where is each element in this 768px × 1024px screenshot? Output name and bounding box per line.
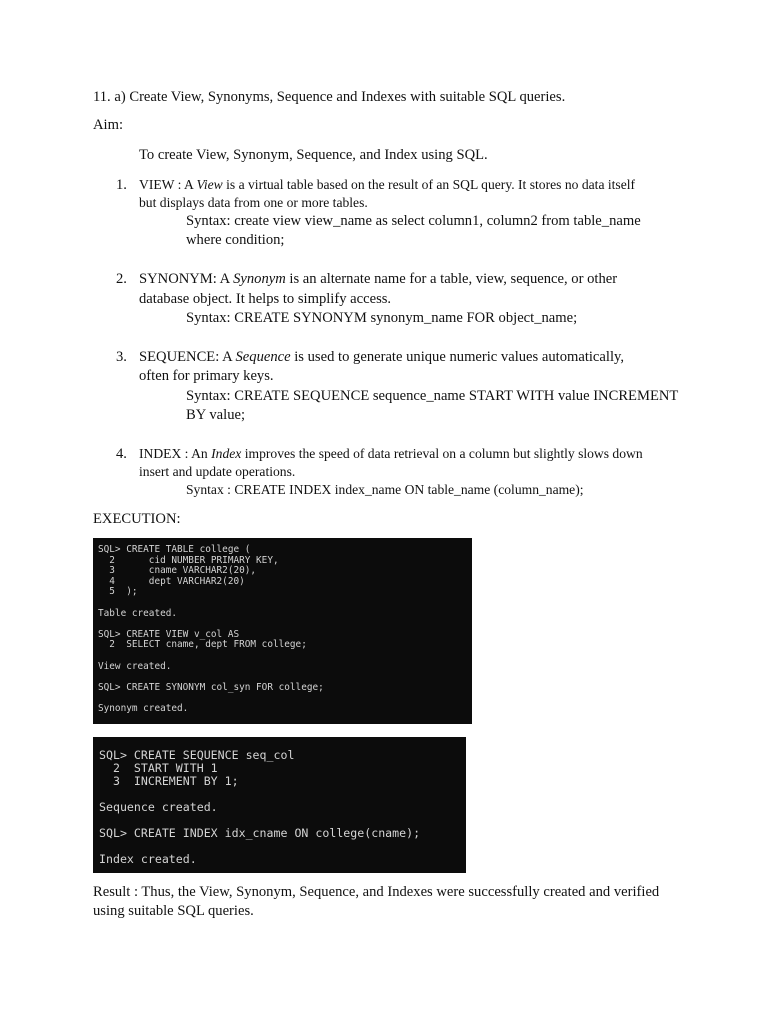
syntax-line: BY value; <box>186 407 246 423</box>
item-description-cont: often for primary keys. <box>139 368 274 384</box>
aim-text: To create View, Synonym, Sequence, and Index using SQL. <box>139 147 488 163</box>
item-description-cont: but displays data from one or more tables. <box>139 195 368 210</box>
item-number: 4. <box>116 446 127 462</box>
item-number: 1. <box>116 177 127 193</box>
syntax-line: Syntax: create view view_name as select column1, column2 from table_name <box>186 213 641 229</box>
item-description: SYNONYM: A Synonym is an alternate name for a table, view, sequence, or other <box>139 271 618 287</box>
terminal-screenshot-1 <box>93 538 472 724</box>
result-text: Result : Thus, the View, Synonym, Sequence, and Indexes were successfully created and verified <box>93 884 660 900</box>
syntax-line: where condition; <box>186 232 285 248</box>
syntax-line: Syntax : CREATE INDEX index_name ON table_name (column_name); <box>186 482 584 497</box>
result-text-cont: using suitable SQL queries. <box>93 903 254 919</box>
syntax-line: Syntax: CREATE SEQUENCE sequence_name START WITH value INCREMENT <box>186 388 679 404</box>
execution-label: EXECUTION: <box>93 511 181 527</box>
item-number: 3. <box>116 349 127 365</box>
item-description: SEQUENCE: A Sequence is used to generate unique numeric values automatically, <box>139 349 624 365</box>
item-description-cont: insert and update operations. <box>139 464 296 479</box>
item-description-cont: database object. It helps to simplify access. <box>139 291 392 307</box>
terminal-screenshot-2 <box>93 737 466 873</box>
item-number: 2. <box>116 271 127 287</box>
page-title: 11. a) Create View, Synonyms, Sequence and Indexes with suitable SQL queries. <box>93 89 566 105</box>
item-description: VIEW : A View is a virtual table based on the result of an SQL query. It stores no data itself <box>139 177 636 192</box>
syntax-line: Syntax: CREATE SYNONYM synonym_name FOR object_name; <box>186 310 578 326</box>
aim-label: Aim: <box>93 117 123 133</box>
item-description: INDEX : An Index improves the speed of data retrieval on a column but slightly slows down <box>139 446 643 461</box>
terminal-output: SQL> CREATE SEQUENCE seq_col 2 START WITH 1 3 INCREMENT BY 1; Sequence created. SQL> CREATE INDEX idx_cname ON college(cname); Index created. <box>99 748 421 866</box>
terminal-output: SQL> CREATE TABLE college ( 2 cid NUMBER PRIMARY KEY, 3 cname VARCHAR2(20), 4 dept VARCHAR2(20) 5 ); Table created. SQL> CREATE VIEW v_col AS 2 SELECT cname, dept FROM college; View created. SQL> CREATE SYNONYM col_syn FOR college; Synonym created. <box>98 544 324 714</box>
